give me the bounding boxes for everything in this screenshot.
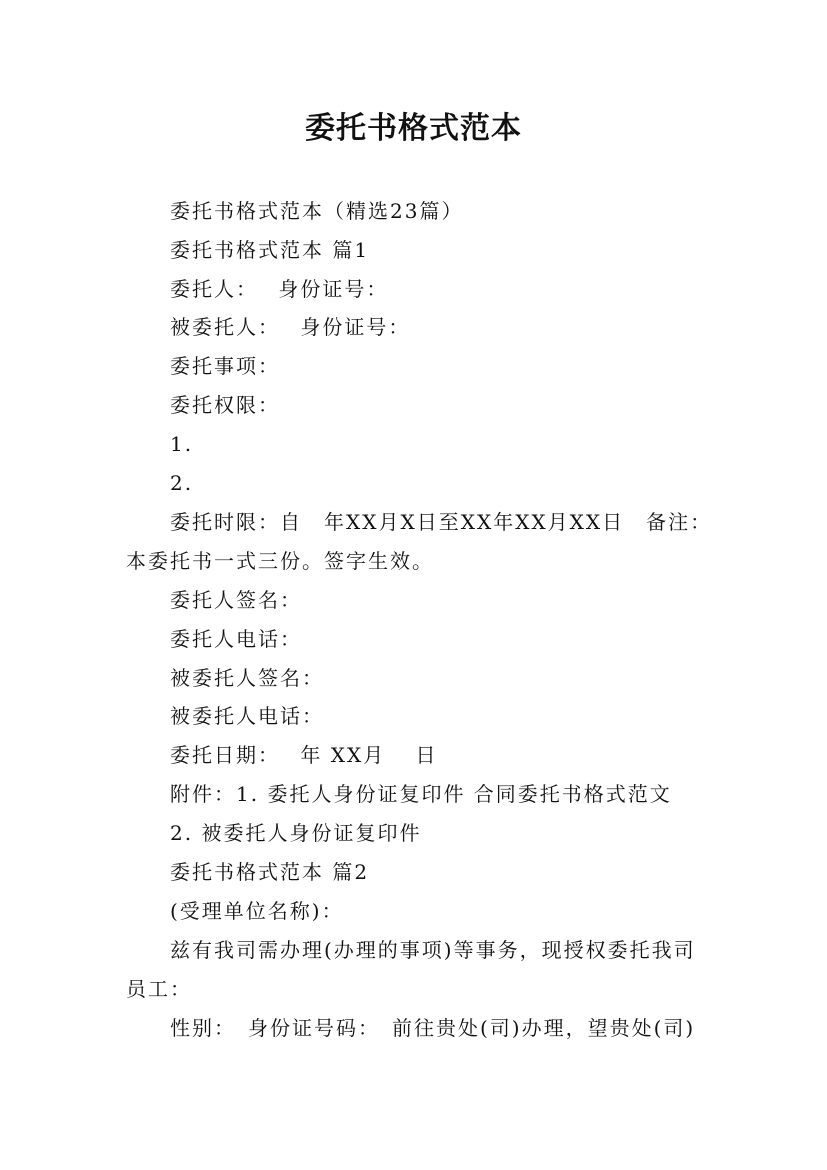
principal-id-line: 委托人： 身份证号： xyxy=(170,277,389,301)
collection-heading: 委托书格式范本（精选23篇） xyxy=(170,199,464,223)
authorization-body-continued: 员工： xyxy=(126,977,192,1001)
principal-phone-line: 委托人电话： xyxy=(170,627,302,651)
authority-line: 委托权限： xyxy=(170,393,280,417)
agent-id-line: 被委托人： 身份证号： xyxy=(170,315,411,339)
agent-signature-line: 被委托人签名： xyxy=(170,666,324,690)
authority-item-2: 2. xyxy=(170,471,194,495)
employee-details-line: 性别： 身份证号码： 前往贵处(司)办理，望贵处(司) xyxy=(170,1016,696,1040)
recipient-line: (受理单位名称)： xyxy=(170,899,344,923)
term-line: 委托时限：自 年XX月X日至XX年XX月XX日 备注： xyxy=(170,510,713,534)
attachment-line-2: 2. 被委托人身份证复印件 xyxy=(170,821,422,845)
agent-phone-line: 被委托人电话： xyxy=(170,704,324,728)
term-line-continued: 本委托书一式三份。签字生效。 xyxy=(126,549,434,573)
section-heading-2: 委托书格式范本 篇2 xyxy=(170,860,370,884)
attachment-line-1: 附件：1. 委托人身份证复印件 合同委托书格式范文 xyxy=(170,782,672,806)
document-title: 委托书格式范本 xyxy=(305,111,522,146)
authority-item-1: 1. xyxy=(170,432,194,456)
authorization-body-line: 兹有我司需办理(办理的事项)等事务，现授权委托我司 xyxy=(170,938,696,962)
principal-signature-line: 委托人签名： xyxy=(170,588,302,612)
entrusted-matters-line: 委托事项： xyxy=(170,354,280,378)
entrust-date-line: 委托日期： 年 XX月 日 xyxy=(170,743,438,767)
section-heading-1: 委托书格式范本 篇1 xyxy=(170,238,370,262)
